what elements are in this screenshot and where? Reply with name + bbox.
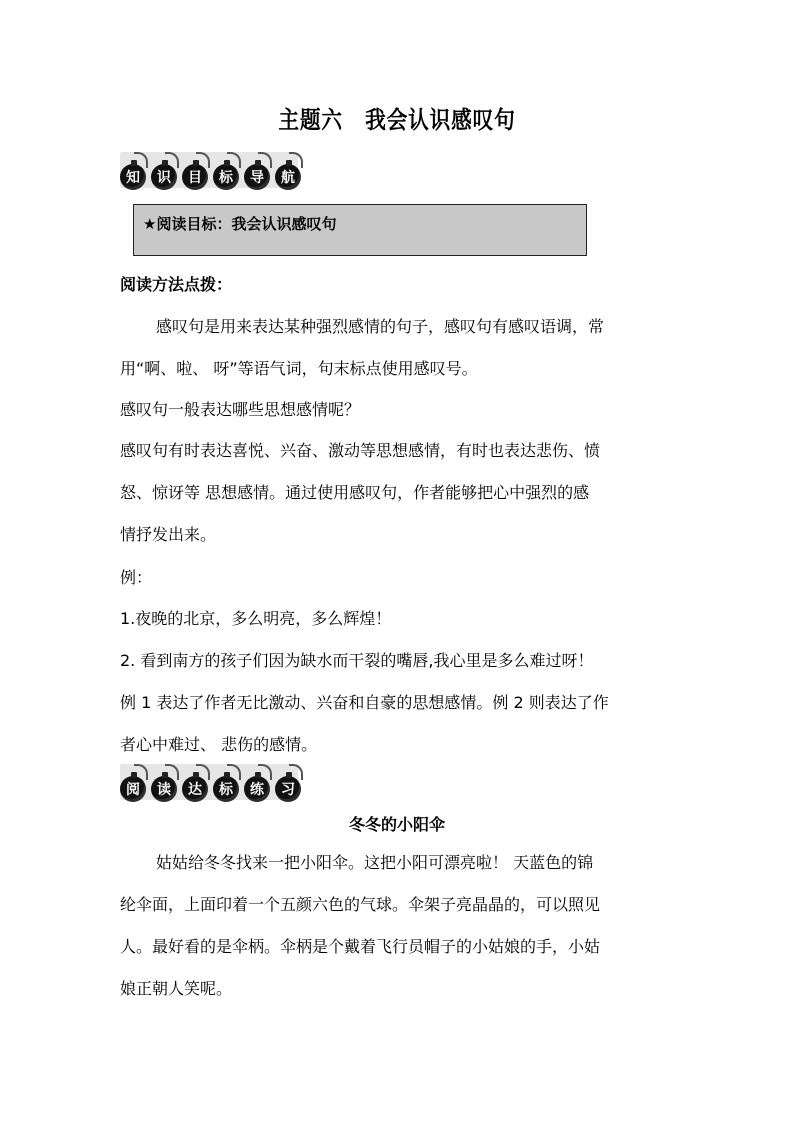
- explain-line: 者心中难过、 悲伤的感情。: [120, 735, 318, 754]
- story-line: 娘正朝人笑呢。: [120, 979, 233, 998]
- banner-ball: 航: [275, 164, 301, 190]
- banner-ball: 目: [182, 164, 208, 190]
- banner-reading-practice: [120, 758, 304, 802]
- banner-ball: 识: [151, 164, 177, 190]
- story-line: 纶伞面，上面印着一个五颜六色的气球。伞架子亮晶晶的，可以照见: [120, 895, 601, 914]
- banner-ball: 导: [244, 164, 270, 190]
- answer-line: 感叹句有时表达喜悦、兴奋、激动等思想感情，有时也表达悲伤、愤: [120, 441, 601, 460]
- answer-line: 怒、惊讶等 思想感情。通过使用感叹句，作者能够把心中强烈的感: [120, 483, 590, 502]
- story-line: 姑姑给冬冬找来一把小阳伞。这把小阳可漂亮啦！ 天蓝色的锦: [156, 853, 594, 872]
- example-2: 2. 看到南方的孩子们因为缺水而干裂的嘴唇,我心里是多么难过呀！: [120, 651, 594, 670]
- banner-ball: 标: [213, 776, 239, 802]
- banner-ball: 知: [120, 164, 146, 190]
- title-part-1: 主题六: [278, 106, 343, 134]
- banner-knowledge-goals: [120, 146, 304, 190]
- answer-paragraph: [120, 436, 676, 550]
- example-1: 1.夜晚的北京，多么明亮，多么辉煌！: [120, 609, 392, 628]
- intro-line: 用“啊、啦、 呀”等语气词，句末标点使用感叹号。: [120, 359, 478, 378]
- page-title: [56, 100, 739, 135]
- story-title: 冬冬的小阳伞: [348, 815, 445, 834]
- explain-paragraph: [120, 688, 676, 760]
- banner-ball: 习: [275, 776, 301, 802]
- title-part-2: 我会认识感叹句: [365, 106, 516, 134]
- story-paragraph: [120, 848, 676, 1004]
- banner-ball: 标: [213, 164, 239, 190]
- example-label: 例：: [120, 568, 153, 587]
- answer-line: 情抒发出来。: [120, 525, 217, 544]
- banner-ball: 练: [244, 776, 270, 802]
- method-heading: 阅读方法点拨：: [120, 275, 233, 294]
- question-text: 感叹句一般表达哪些思想感情呢？: [120, 400, 361, 419]
- intro-line: 感叹句是用来表达某种强烈感情的句子，感叹句有感叹语调，常: [156, 317, 605, 336]
- reading-goal-box: [133, 204, 587, 256]
- banner-ball: 达: [182, 776, 208, 802]
- story-line: 人。最好看的是伞柄。伞柄是个戴着飞行员帽子的小姑娘的手，小姑: [120, 937, 601, 956]
- banner-ball: 读: [151, 776, 177, 802]
- explain-line: 例 1 表达了作者无比激动、兴奋和自豪的思想感情。例 2 则表达了作: [120, 693, 609, 712]
- reading-goal-text: ★阅读目标：我会认识感叹句: [143, 215, 337, 233]
- intro-paragraph: [120, 312, 676, 384]
- banner-ball: 阅: [120, 776, 146, 802]
